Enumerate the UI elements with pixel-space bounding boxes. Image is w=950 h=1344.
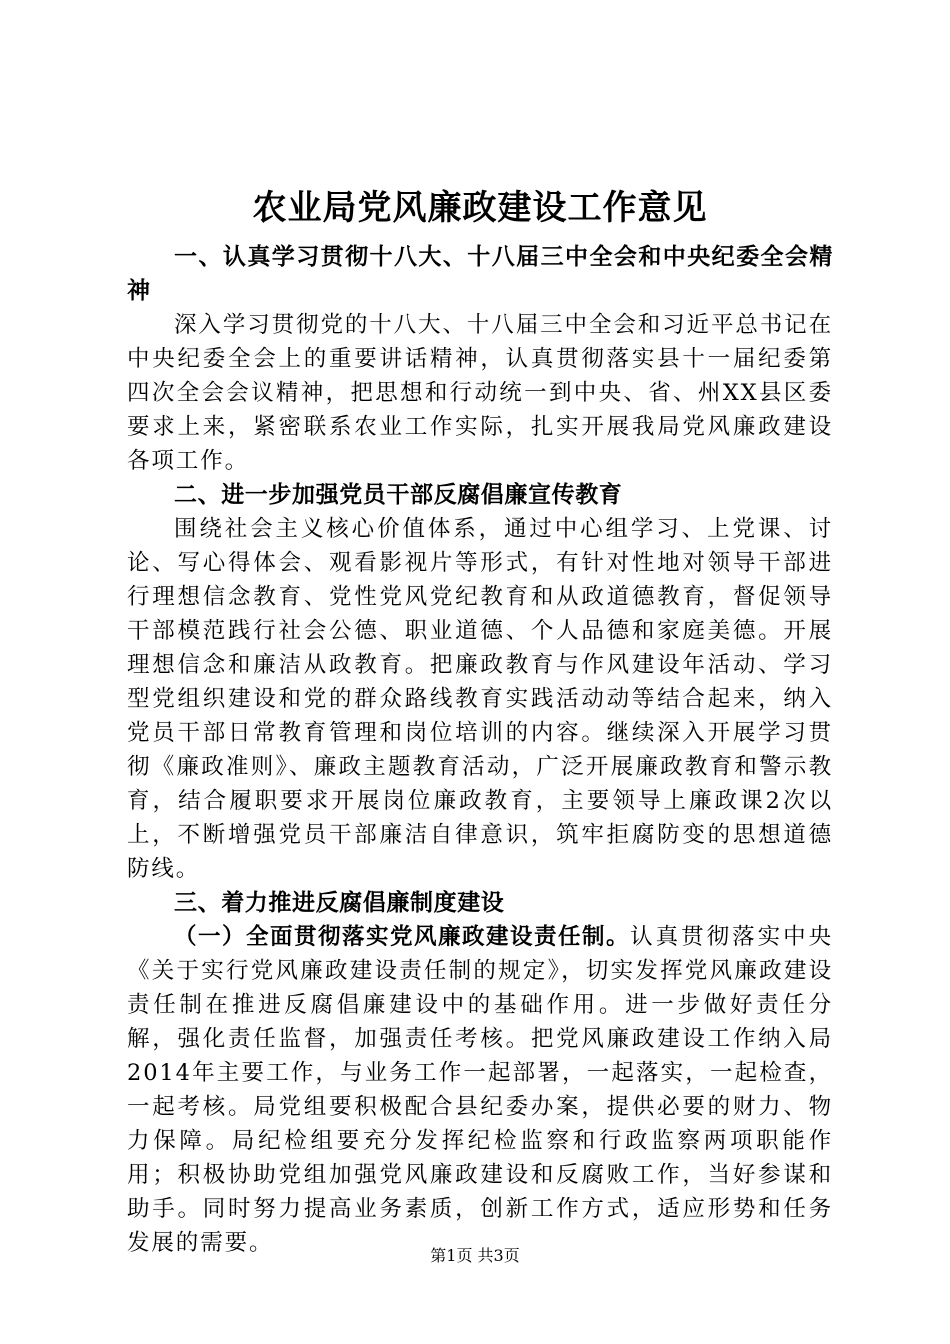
section-heading-2: 二、进一步加强党员干部反腐倡廉宣传教育	[174, 482, 623, 508]
page-title: 农业局党风廉政建设工作意见	[252, 188, 708, 228]
subsection-lead: （一）全面贯彻落实党风廉政建设责任制。	[174, 924, 631, 950]
section-paragraph-2: 围绕社会主义核心价值体系，通过中心组学习、上党课、讨论、写心得体会、观看影视片等形式，有针对性地对领导干部进行理想信念教育、党性党风党纪教育和从政道德教育，督促领导干部模范践行社会公德、职业道德、个人品德和家庭美德。开展理想信念和廉洁从政教育。把廉政教育与作风建设年活动、学习型党组织建设和党的群众路线教育实践活动动等结合起来，纳入党员干部日常教育管理和岗位培训的内容。继续深入开展学习贯彻《廉政准则》、廉政主题教育活动，广泛开展廉政教育和警示教育，结合履职要求开展岗位廉政教育，主要领导上廉政课2次以上，不断增强党员干部廉洁自律意识，筑牢拒腐防变的思想道德防线。	[127, 516, 833, 882]
subsection-body: 认真贯彻落实中央《关于实行党风廉政建设责任制的规定》，切实发挥党风廉政建设责任制在推进反腐倡廉建设中的基础作用。进一步做好责任分解，强化责任监督，加强责任考核。把党风廉政建设工作纳入局2014年主要工作，与业务工作一起部署，一起落实，一起检查，一起考核。局党组要积极配合县纪委办案，提供必要的财力、物力保障。局纪检组要充分发挥纪检监察和行政监察两项职能作用；积极协助党组加强党风廉政建设和反腐败工作，当好参谋和助手。同时努力提高业务素质，创新工作方式，适应形势和任务发展的需要。	[127, 924, 834, 1256]
section-heading-3: 三、着力推进反腐倡廉制度建设	[174, 890, 505, 916]
page-footer: 第1页 共3页	[430, 1246, 520, 1265]
section-paragraph-1: 深入学习贯彻党的十八大、十八届三中全会和习近平总书记在中央纪委全会上的重要讲话精神，认真贯彻落实县十一届纪委第四次全会会议精神，把思想和行动统一到中央、省、州XX县区委要求上来，紧密联系农业工作实际，扎实开展我局党风廉政建设各项工作。	[127, 312, 833, 474]
document-page	[127, 180, 833, 1260]
section-heading-1: 一、认真学习贯彻十八大、十八届三中全会和中央纪委全会精神	[127, 244, 833, 304]
section-paragraph-3	[127, 920, 833, 1260]
